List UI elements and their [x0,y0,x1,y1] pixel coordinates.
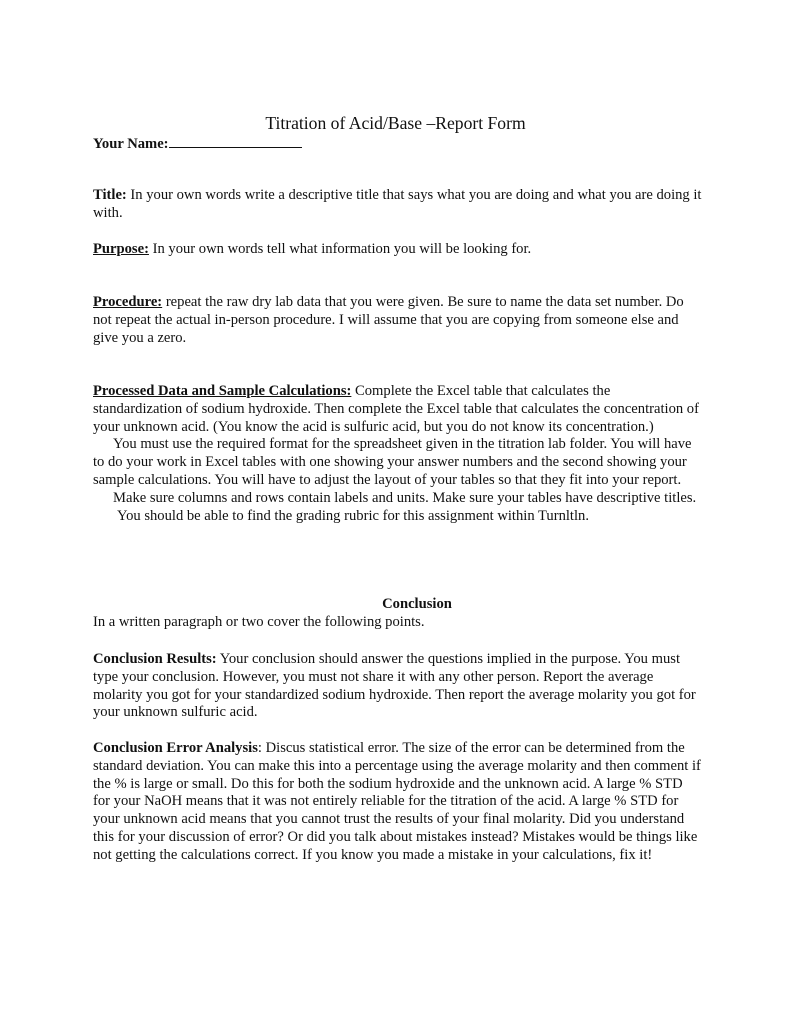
conclusion-intro [93,614,703,632]
processed-label: Processed Data and Sample Calculations: [93,383,352,399]
purpose-label: Purpose: [93,241,149,257]
procedure-text: repeat the raw dry lab data that you were given. Be sure to name the data set number. Do not repeat the actual in-person procedure. I will assume that you are copying from someone else and give you a zero. [93,294,684,346]
conclusion-heading: Conclusion [382,596,452,612]
conclusion-results-section [93,651,703,722]
conclusion-results-label: Conclusion Results: [93,651,217,667]
conclusion-error-text: : Discus statistical error. The size of the error can be determined from the standard deviation. You can make this into a percentage using the average molarity and then comment if the % is large or small. Do this for both the sodium hydroxide and the unknown acid. A large % STD for your NaOH means that it was not entirely reliable for the titration of the acid. A large % STD for your unknown acid means that you cannot trust the results of your final molarity. Did you understand this for your discussion of error? Or did you talk about mistakes instead? Mistakes would be things like not getting the calculations correct. If you know you made a mistake in your calculations, fix it! [93,740,701,863]
procedure-label: Procedure: [93,294,163,310]
title-section [93,187,703,223]
name-label: Your Name: [93,136,169,152]
processed-text: Complete the Excel table that calculates the standardization of sodium hydroxide. Then complete the Excel table that calculates the concentration of your unknown acid. (You know the acid is sulfuric acid, but you do not know its concentration.) [93,383,699,435]
conclusion-results-text: Your conclusion should answer the questions implied in the purpose. You must type your conclusion. However, you must not share it with any other person. Report the average molarity you got for your standardized sodium hydroxide. Then report the average molarity you got for your unknown sulfuric acid. [93,651,696,721]
title-section-label: Title: [93,187,127,203]
purpose-text: In your own words tell what information you will be looking for. [148,241,532,257]
page-title: Titration of Acid/Base –Report Form [265,113,526,133]
processed-para-2: You must use the required format for the spreadsheet given in the titration lab folder. You will have to do your work in Excel tables with one showing your answer numbers and the second showing your sample calculations. You will have to adjust the layout of your tables so that they fit into your report. [93,436,692,488]
conclusion-error-label: Conclusion Error Analysis [93,740,258,756]
processed-data-section [93,383,703,525]
name-blank-line [169,134,302,148]
procedure-section [93,294,703,347]
name-field [93,134,302,154]
processed-para-3: Make sure columns and rows contain labels and units. Make sure your tables have descriptive titles. [113,489,697,506]
purpose-section [93,241,703,259]
conclusion-error-section [93,740,703,865]
title-section-text: In your own words write a descriptive title that says what you are doing and what you are doing it with. [93,187,702,221]
processed-para-4: You should be able to find the grading rubric for this assignment within Turnltln. [117,507,589,524]
conclusion-intro-text: In a written paragraph or two cover the following points. [93,614,425,630]
